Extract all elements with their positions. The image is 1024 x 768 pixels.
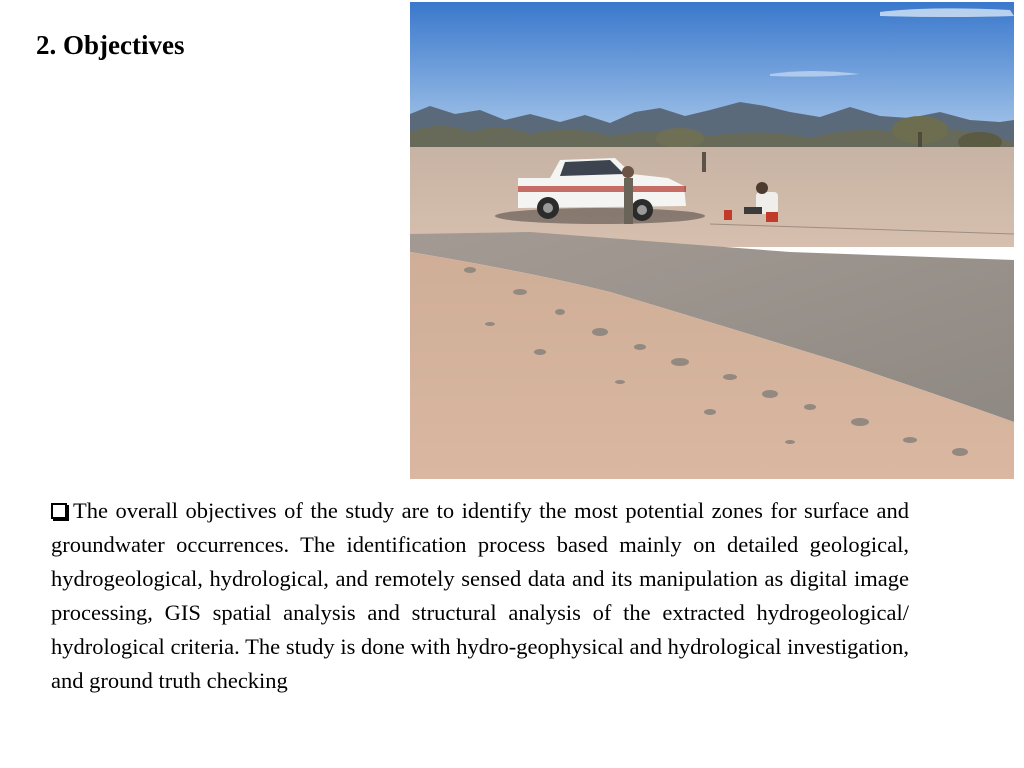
objectives-paragraph	[51, 494, 909, 698]
slide-title: 2. Objectives	[36, 30, 185, 60]
gravel-plain	[410, 147, 1014, 247]
objectives-text: The overall objectives of the study are to identify the most potential zones for surface and groundwater occurrences. The identification process based mainly on detailed geological, hydrogeological, hydrological, and remotely sensed data and its manipulation as digital image processing, GIS spatial analysis and structural analysis of the extracted hydrogeological/ hydrological criteria. The study is done with hydro-geophysical and hydrological investigation, and ground truth checking	[51, 498, 909, 693]
hollow-square-bullet-icon	[51, 503, 67, 519]
field-site-photo	[410, 2, 1014, 479]
